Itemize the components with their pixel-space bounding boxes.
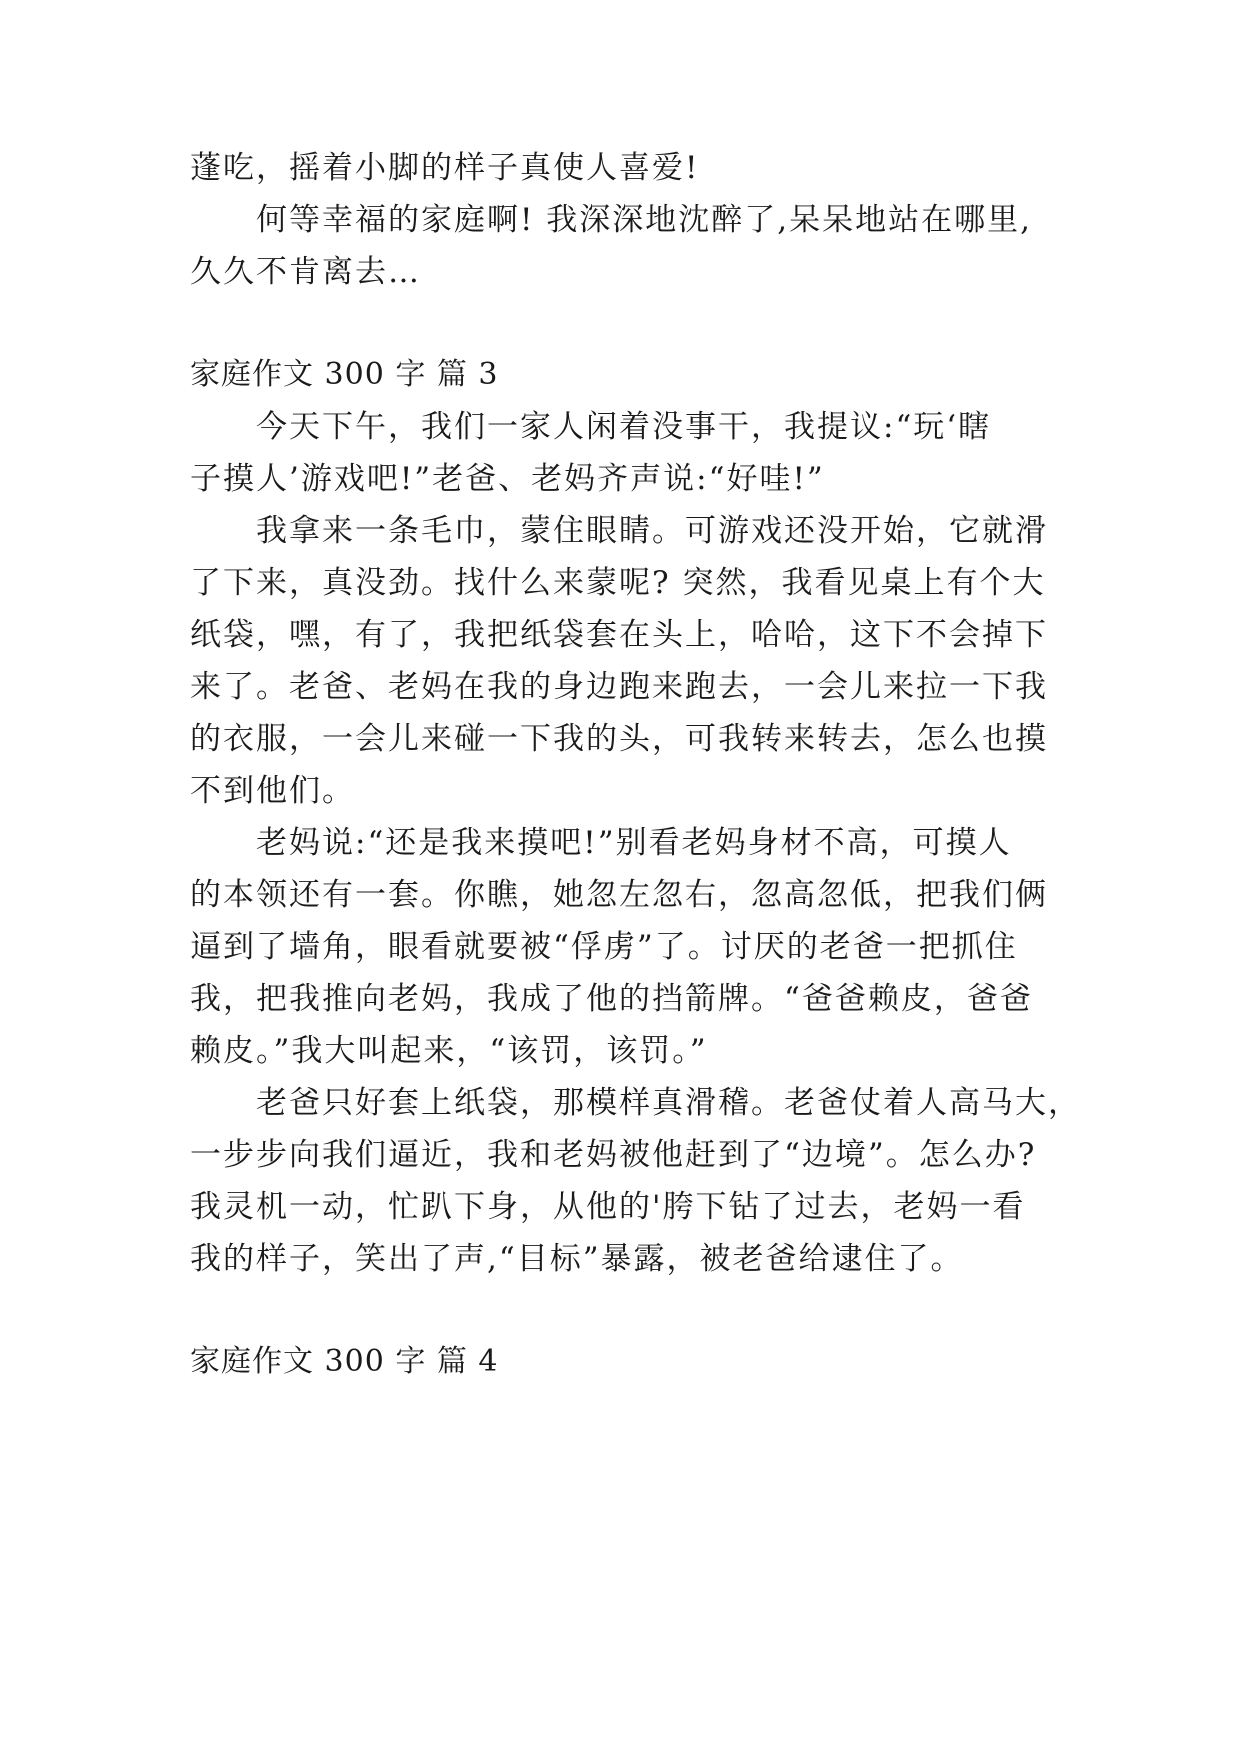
text-line: 的衣服，一会儿来碰一下我的头，可我转来转去，怎么也摸 bbox=[190, 721, 1048, 757]
text-line: 不到他们。 bbox=[190, 773, 355, 809]
text-line: 逼到了墙角，眼看就要被“俘虏”了。讨厌的老爸一把抓住 bbox=[190, 929, 1018, 965]
paragraph-first-line: 老爸只好套上纸袋，那模样真滑稽。老爸仗着人高马大， bbox=[256, 1085, 1081, 1121]
text-line: 我灵机一动，忙趴下身，从他的'胯下钻了过去，老妈一看 bbox=[190, 1189, 1026, 1225]
text-line: 赖皮。”我大叫起来，“该罚，该罚。” bbox=[190, 1033, 708, 1069]
paragraph-first-line: 老妈说:“还是我来摸吧!”别看老妈身材不高，可摸人 bbox=[256, 825, 1012, 861]
section-heading-3: 家庭作文 300 字 篇 3 bbox=[190, 357, 499, 392]
paragraph-first-line: 何等幸福的家庭啊! 我深深地沈醉了,呆呆地站在哪里, bbox=[256, 202, 1033, 238]
text-line: 了下来，真没劲。找什么来蒙呢? 突然，我看见桌上有个大 bbox=[190, 565, 1046, 601]
paragraph-first-line: 今天下午，我们一家人闲着没事干，我提议:“玩‘瞎 bbox=[256, 409, 992, 445]
text-line: 一步步向我们逼近，我和老妈被他赶到了“边境”。怎么办? bbox=[190, 1137, 1037, 1173]
text-line: 我，把我推向老妈，我成了他的挡箭牌。“爸爸赖皮，爸爸 bbox=[190, 981, 1033, 1017]
text-line: 的本领还有一套。你瞧，她忽左忽右，忽高忽低，把我们俩 bbox=[190, 877, 1048, 913]
text-line: 我的样子，笑出了声,“目标”暴露，被老爸给逮住了。 bbox=[190, 1241, 964, 1277]
text-line: 蓬吃，摇着小脚的样子真使人喜爱! bbox=[190, 150, 700, 186]
paragraph-first-line: 我拿来一条毛巾，蒙住眼睛。可游戏还没开始，它就滑 bbox=[256, 513, 1048, 549]
text-line: 子摸人’游戏吧!”老爸、老妈齐声说:“好哇!” bbox=[190, 461, 825, 497]
text-line: 久久不肯离去… bbox=[190, 254, 421, 290]
section-heading-4: 家庭作文 300 字 篇 4 bbox=[190, 1344, 499, 1379]
text-line: 纸袋，嘿，有了，我把纸袋套在头上，哈哈，这下不会掉下 bbox=[190, 617, 1048, 653]
text-line: 来了。老爸、老妈在我的身边跑来跑去，一会儿来拉一下我 bbox=[190, 669, 1048, 705]
